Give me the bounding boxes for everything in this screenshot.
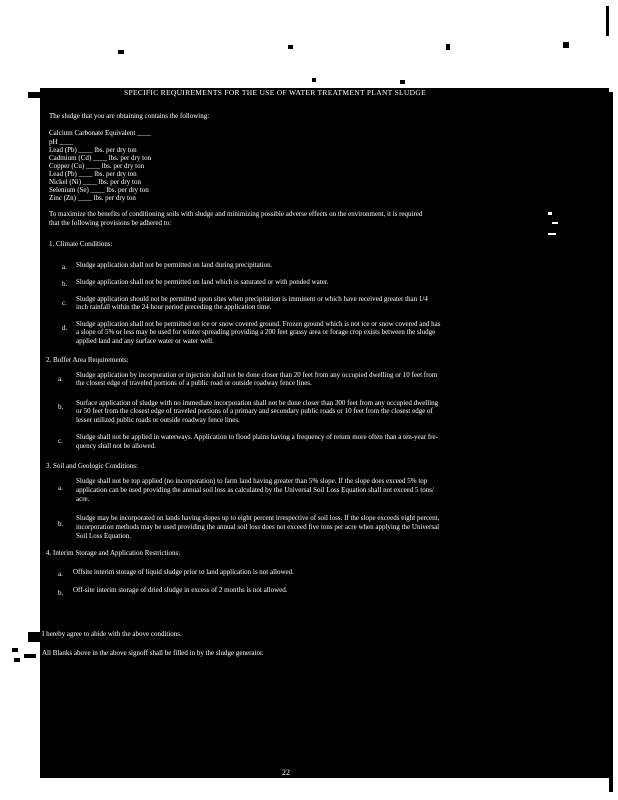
item-text: lesser utilized public roads or outside roadway fence lines. bbox=[76, 416, 240, 424]
contents-line: Lead (Pb) ____ lbs. per dry ton bbox=[49, 170, 137, 178]
item-text: Soil Loss Equation. bbox=[76, 532, 132, 540]
item-label: c. bbox=[62, 299, 67, 307]
scan-speck bbox=[312, 78, 316, 82]
item-text: Sludge application shall not be permitted on ice or snow covered ground. Frozen ground which is not ice or snow covered and has bbox=[76, 320, 441, 328]
item-label: b. bbox=[58, 403, 64, 411]
section-heading: 1. Climate Conditions: bbox=[49, 240, 113, 248]
intro-text: The sludge that you are obtaining contains the following: bbox=[49, 112, 210, 120]
item-text: Sludge application should not be permitted upon sites when precipitation is imminent or which have received greater than 1/4 bbox=[76, 295, 428, 303]
item-text: acre. bbox=[76, 495, 90, 503]
contents-line: Nickel (Ni) ____ lbs. per dry ton bbox=[49, 178, 141, 186]
page-number: 22 bbox=[282, 768, 290, 777]
document-title: SPECIFIC REQUIREMENTS FOR THE USE OF WATER TREATMENT PLANT SLUDGE bbox=[124, 88, 426, 97]
item-text: Sludge shall not be top applied (no incorporation) to farm land having greater than 5% slope. If the slope does exceed 5% top bbox=[76, 477, 428, 485]
item-label: d. bbox=[62, 324, 68, 332]
item-text: quency shall not be allowed. bbox=[76, 442, 156, 450]
scan-speck bbox=[446, 44, 450, 50]
scan-speck bbox=[609, 92, 613, 792]
scan-speck bbox=[24, 654, 36, 658]
scan-speck bbox=[28, 92, 40, 98]
item-text: Sludge application by incorporation or injection shall not be done closer than 20 feet from any occupied dwelling or 10 feet from bbox=[76, 371, 438, 379]
scan-speck bbox=[400, 80, 405, 84]
scan-speck bbox=[28, 632, 40, 642]
item-label: a. bbox=[58, 375, 63, 383]
item-text: incorporation methods may be used providing the annual soil loss does not exceed five tons per acre when applying the Universal bbox=[76, 523, 440, 531]
scan-speck bbox=[548, 212, 552, 215]
item-text: the closest edge of traveled portions of a public road or outside roadway fence lines. bbox=[76, 379, 312, 387]
scan-speck bbox=[118, 50, 124, 54]
contents-line: Copper (Cu) ____ lbs. per dry ton bbox=[49, 162, 145, 170]
contents-line: Selenium (Se) ____ lbs. per dry ton bbox=[49, 186, 149, 194]
item-text: or 50 feet from the closest edge of traveled portions of a primary and secondary public roads or 10 feet from the closest edge of bbox=[76, 407, 433, 415]
footer-note: All Blanks above in the above signoff shall be filled in by the sludge generator. bbox=[42, 649, 264, 657]
item-label: a. bbox=[62, 263, 67, 271]
contents-line: Calcium Carbonate Equivalent ____ bbox=[49, 129, 152, 137]
item-text: Offsite interim storage of liquid sludge prior to land application is not allowed. bbox=[73, 568, 294, 576]
contents-line: Cadmium (Cd) ____ lbs. per dry ton bbox=[49, 154, 152, 162]
section-heading: 2. Buffer Area Requirements: bbox=[46, 356, 129, 364]
scan-speck bbox=[14, 658, 20, 662]
scan-speck bbox=[606, 6, 609, 36]
item-label: a. bbox=[58, 484, 63, 492]
item-text: Sludge application shall not be permitted on land which is saturated or with ponded water. bbox=[76, 278, 329, 286]
item-text: inch rainfall within the 24 hour period preceding the application time. bbox=[76, 303, 272, 311]
item-text: applied land and any surface water or water well. bbox=[76, 337, 214, 345]
scan-speck bbox=[563, 42, 569, 48]
item-text: Sludge shall not be applied in waterways. Application to flood plains having a frequency of return more often than a ten-year fre- bbox=[76, 433, 438, 441]
contents-line: Lead (Pb) ____ lbs. per dry ton bbox=[49, 146, 137, 154]
item-text: Off-site interim storage of dried sludge in excess of 2 months is not allowed. bbox=[73, 586, 288, 594]
scan-speck bbox=[288, 45, 293, 49]
scan-speck bbox=[552, 222, 558, 224]
item-text: Sludge application shall not be permitted on land during precipitation. bbox=[76, 261, 273, 269]
item-text: application can be used providing the annual soil loss as calculated by the Universal Soil Loss Equation shall not exceed 5 tons/ bbox=[76, 486, 434, 494]
purpose-text: that the following provisions be adhered to: bbox=[49, 219, 172, 227]
section-heading: 3. Soil and Geologic Conditions: bbox=[46, 462, 138, 470]
item-label: a. bbox=[58, 570, 63, 578]
item-text: a slope of 5% or less may be used for winter spreading providing a 200 feet grassy area or forage crop exists between the sludge bbox=[76, 328, 436, 336]
item-label: b. bbox=[62, 280, 68, 288]
item-label: b. bbox=[58, 520, 64, 528]
signature-line: I hereby agree to abide with the above conditions. bbox=[42, 630, 182, 638]
purpose-text: To maximize the benefits of conditioning soils with sludge and minimizing possible adverse effects on the environment, it is required bbox=[49, 210, 423, 218]
scan-speck bbox=[12, 648, 18, 652]
item-label: b. bbox=[58, 589, 64, 597]
item-text: Sludge may be incorporated on lands having slopes up to eight percent irrespective of soil loss. If the slope exceeds eight percent, bbox=[76, 514, 440, 522]
item-label: c. bbox=[58, 437, 63, 445]
item-text: Surface application of sludge with no immediate incorporation shall not be done closer than 300 feet from any occupied dwelling bbox=[76, 399, 439, 407]
scan-speck bbox=[548, 233, 556, 235]
section-heading: 4. Interim Storage and Application Restrictions: bbox=[46, 549, 181, 557]
contents-line: pH ____ bbox=[49, 138, 74, 146]
document-page bbox=[40, 88, 609, 778]
contents-line: Zinc (Zn) ____ lbs. per dry ton bbox=[49, 194, 136, 202]
